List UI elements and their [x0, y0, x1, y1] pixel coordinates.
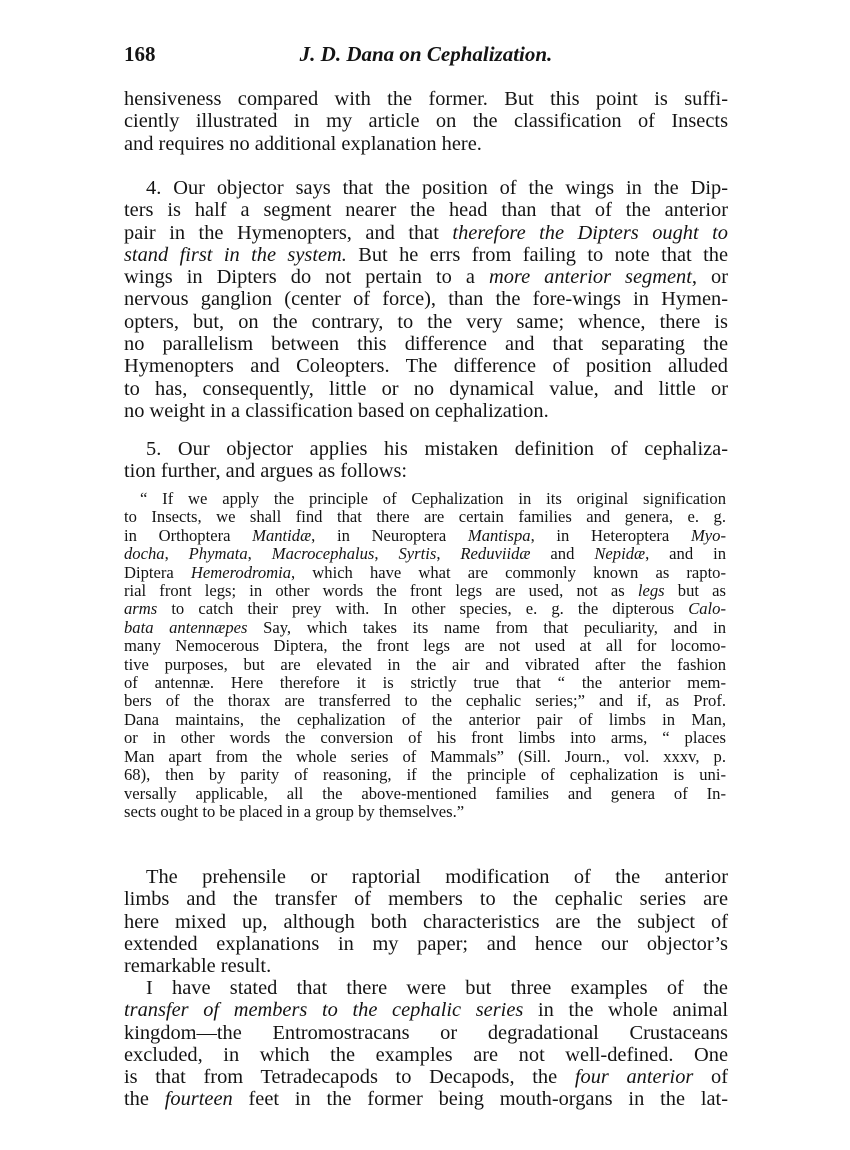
text-line: kingdom—the Entromostracans or degradational Crustaceans [124, 1021, 728, 1044]
quote-line: rial front legs; in other words the front legs are used, not as legs but as [124, 581, 727, 601]
quote-line: or in other words the conversion of his front limbs into arms, “ places [124, 728, 726, 748]
paragraph-5 [124, 438, 728, 483]
quote-line: versally applicable, all the above-mentioned families and genera of In- [124, 783, 726, 803]
italic-run: fourteen [164, 1088, 233, 1111]
text-line: limbs and the transfer of members to the cephalic series are [124, 888, 728, 911]
text-line: I have stated that there were but three examples of the [146, 977, 728, 999]
paragraph-4 [124, 177, 728, 422]
text-line: ciently illustrated in my article on the classification of Insects [124, 110, 728, 133]
quote-line: bers of the thorax are transferred to the cephalic series;” and if, as Prof. [124, 691, 726, 711]
text-line: ters is half a segment nearer the head than that of the anterior [124, 199, 728, 222]
block-quote [124, 490, 726, 821]
italic-run: docha [124, 544, 165, 564]
quote-line: of antennæ. Here therefore it is strictly true that “ the anterior mem- [124, 673, 726, 693]
quote-line: docha, Phymata, Macrocephalus, Syrtis, Reduviidæ and Nepidæ, and in [124, 544, 727, 564]
quote-line: many Nemocerous Diptera, the front legs are not used at all for locomo- [124, 636, 726, 656]
italic-run: transfer of members to the cephalic series [124, 999, 524, 1022]
quote-line: in Orthoptera Mantidæ, in Neuroptera Mantispa, in Heteroptera Myo- [124, 525, 726, 545]
italic-run: legs [637, 581, 665, 601]
italic-run: Mantispa [467, 525, 531, 545]
text-line: stand first in the system. But he errs from failing to note that the [124, 243, 728, 266]
text-line: wings in Dipters do not pertain to a more anterior segment, or [124, 266, 729, 289]
page-header [124, 42, 728, 72]
text-line: here mixed up, although both characteristics are the subject of [124, 910, 728, 933]
text-line: tion further, and argues as follows: [124, 460, 408, 483]
italic-run: therefore the Dipters ought to [452, 221, 728, 244]
paragraph-continuation [124, 88, 728, 155]
text-line: The prehensile or raptorial modification of the anterior [146, 866, 728, 888]
page-number: 168 [124, 42, 156, 66]
italic-run: stand first in the system. [124, 243, 347, 266]
quote-line: Man apart from the whole series of Mammals” (Sill. Journ., vol. xxxv, p. [124, 746, 726, 766]
quote-line: tive purposes, but are elevated in the air and vibrated after the fashion [124, 654, 726, 674]
text-line: is that from Tetradecapods to Decapods, the four anterior of [124, 1066, 728, 1089]
italic-run: Hemerodromia [190, 562, 292, 582]
text-line: transfer of members to the cephalic series in the whole animal [124, 999, 728, 1022]
paragraph-response [124, 866, 728, 977]
italic-run: four anterior [574, 1066, 694, 1089]
quote-line: 68), then by parity of reasoning, if the principle of cephalization is uni- [124, 765, 726, 785]
text-line: the fourteen feet in the former being mouth-organs in the lat- [124, 1088, 728, 1111]
paragraph-examples [124, 977, 728, 1111]
italic-run: Mantidæ [252, 525, 312, 545]
italic-run: Macrocephalus [271, 544, 375, 564]
italic-run: Reduviidæ [460, 544, 531, 564]
italic-run: Nepidæ [594, 544, 646, 564]
text-line: Hymenopters and Coleopters. The difference of position alluded [124, 355, 728, 378]
text-line: extended explanations in my paper; and hence our objector’s [124, 932, 728, 955]
running-title: J. D. Dana on Cephalization. [299, 42, 553, 66]
italic-run: more anterior segment [488, 266, 692, 289]
text-line: 5. Our objector applies his mistaken definition of cephaliza- [146, 438, 728, 460]
text-line: nervous ganglion (center of force), than the fore-wings in Hymen- [124, 288, 728, 311]
text-line: and requires no additional explanation here. [124, 132, 482, 155]
italic-run: Syrtis [398, 544, 437, 564]
quote-line: to Insects, we shall find that there are certain families and genera, e. g. [124, 507, 726, 527]
italic-run: arms [124, 599, 158, 619]
text-line: to has, consequently, little or no dynamical value, and little or [124, 377, 728, 400]
italic-run: Myo- [690, 525, 726, 545]
italic-run: Phymata [188, 544, 248, 564]
text-line: 4. Our objector says that the position of the wings in the Dip- [146, 177, 728, 199]
quote-line: arms to catch their prey with. In other species, e. g. the dipterous Calo- [124, 599, 726, 619]
text-line: hensiveness compared with the former. But this point is suffi- [124, 88, 728, 110]
quote-line: Diptera Hemerodromia, which have what are commonly known as rapto- [124, 562, 727, 582]
italic-run: Calo- [688, 599, 726, 619]
italic-run: bata antennæpes [124, 617, 248, 637]
text-line: pair in the Hymenopters, and that therefore the Dipters ought to [124, 221, 728, 244]
text-line: no parallelism between this difference and that separating the [124, 333, 728, 356]
quote-line: Dana maintains, the cephalization of the anterior pair of limbs in Man, [124, 709, 726, 729]
quote-line: sects ought to be placed in a group by themselves.” [124, 801, 465, 821]
text-line: opters, but, on the contrary, to the very same; whence, there is [124, 310, 728, 333]
text-line: excluded, in which the examples are not well-defined. One [124, 1043, 728, 1066]
quote-line: “ If we apply the principle of Cephalization in its original signification [140, 489, 726, 508]
text-line: remarkable result. [124, 955, 272, 978]
quote-line: bata antennæpes Say, which takes its name from that peculiarity, and in [124, 617, 727, 637]
text-line: no weight in a classification based on cephalization. [124, 399, 549, 422]
